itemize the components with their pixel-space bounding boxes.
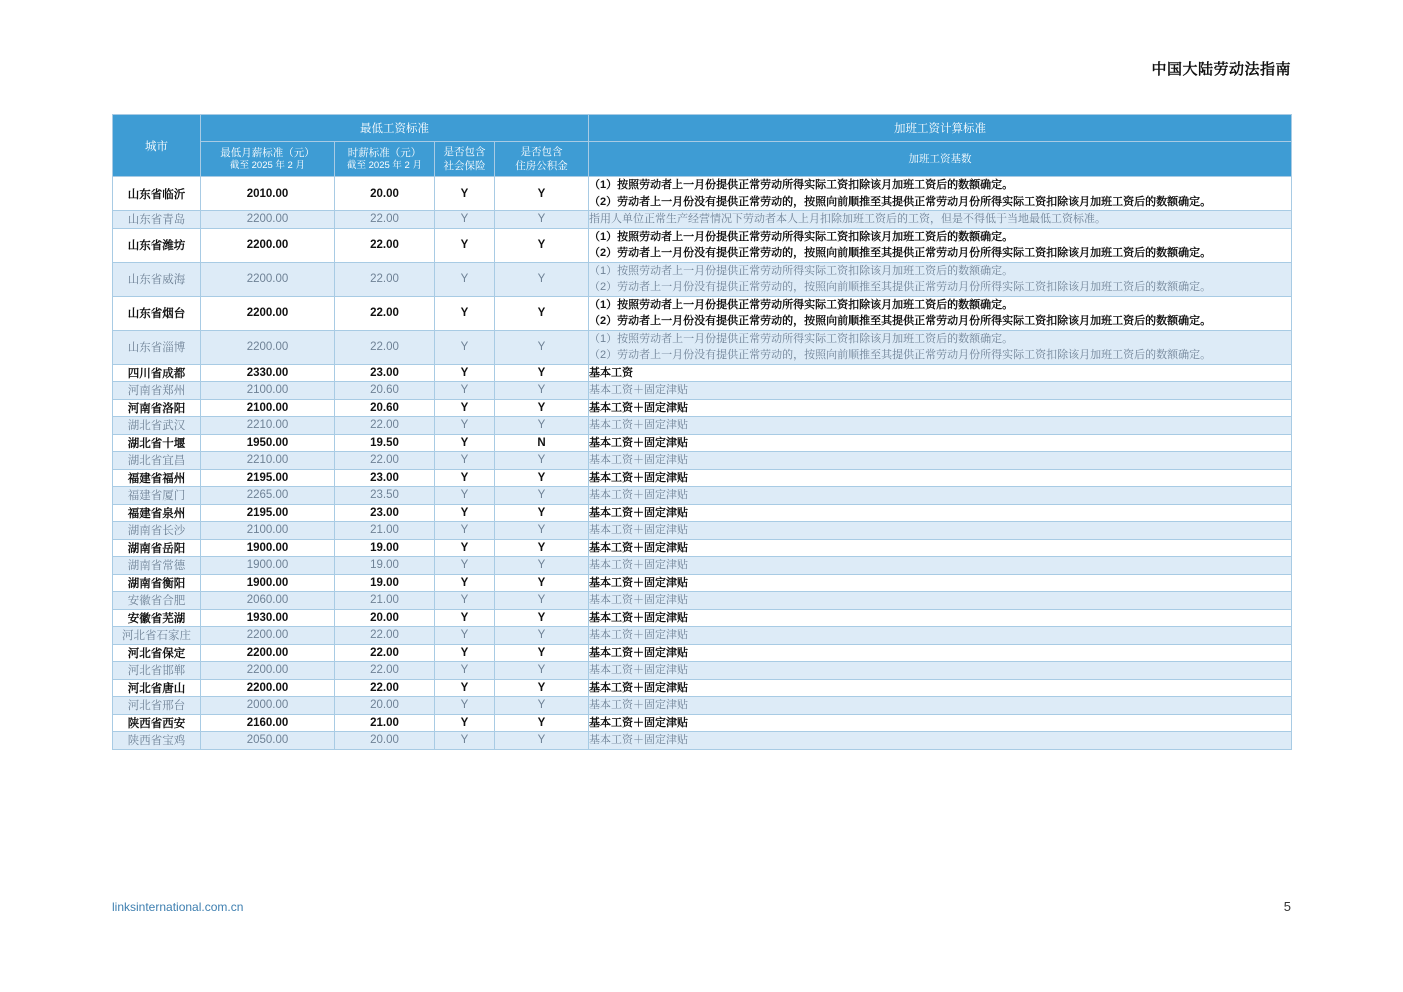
cell-overtime-base — [589, 609, 1292, 627]
cell-city: 福建省厦门 — [113, 487, 201, 505]
overtime-base-line: 基本工资＋固定津贴 — [589, 384, 688, 396]
overtime-base-line: 基本工资＋固定津贴 — [589, 524, 688, 536]
overtime-base-line: 基本工资＋固定津贴 — [589, 664, 688, 676]
cell-housing-fund: Y — [495, 679, 589, 697]
cell-overtime-base — [589, 417, 1292, 435]
table-header — [113, 115, 1292, 177]
column-header-overtime-base: 加班工资基数 — [589, 142, 1292, 177]
cell-city: 河北省唐山 — [113, 679, 201, 697]
cell-housing-fund: Y — [495, 177, 589, 211]
overtime-base-line: （2）劳动者上一月份没有提供正常劳动的，按照向前顺推至其提供正常劳动月份所得实际工资扣除该月加班工资后的数额确定。 — [589, 281, 1212, 293]
table-row — [113, 504, 1292, 522]
cell-hourly-wage: 21.00 — [335, 592, 435, 610]
cell-monthly-wage: 2265.00 — [201, 487, 335, 505]
table-row — [113, 382, 1292, 400]
overtime-base-line: 基本工资＋固定津贴 — [589, 734, 688, 746]
column-header-housing-fund — [495, 142, 589, 177]
cell-overtime-base — [589, 364, 1292, 382]
cell-monthly-wage: 2195.00 — [201, 504, 335, 522]
cell-housing-fund: Y — [495, 262, 589, 296]
cell-social-insurance: Y — [435, 364, 495, 382]
cell-overtime-base — [589, 539, 1292, 557]
cell-social-insurance: Y — [435, 177, 495, 211]
cell-city: 陕西省宝鸡 — [113, 732, 201, 750]
overtime-base-line: 基本工资＋固定津贴 — [589, 541, 688, 554]
overtime-base-line: 基本工资＋固定津贴 — [589, 646, 688, 659]
table-header-sub-row — [113, 142, 1292, 177]
cell-social-insurance: Y — [435, 452, 495, 470]
cell-social-insurance: Y — [435, 504, 495, 522]
page-header-title: 中国大陆劳动法指南 — [1151, 61, 1291, 78]
column-header-monthly-wage-main: 最低月薪标准（元） — [220, 146, 315, 159]
cell-hourly-wage: 22.00 — [335, 644, 435, 662]
cell-monthly-wage: 1900.00 — [201, 539, 335, 557]
cell-social-insurance: Y — [435, 679, 495, 697]
cell-overtime-base — [589, 627, 1292, 645]
overtime-base-line: 基本工资＋固定津贴 — [589, 454, 688, 466]
cell-social-insurance: Y — [435, 522, 495, 540]
cell-housing-fund: Y — [495, 382, 589, 400]
cell-monthly-wage: 2100.00 — [201, 399, 335, 417]
cell-overtime-base — [589, 714, 1292, 732]
cell-city: 福建省泉州 — [113, 504, 201, 522]
cell-city: 河北省保定 — [113, 644, 201, 662]
cell-city: 山东省威海 — [113, 262, 201, 296]
cell-monthly-wage: 2200.00 — [201, 662, 335, 680]
cell-social-insurance: Y — [435, 211, 495, 229]
column-header-housing-fund-line1: 是否包含 — [520, 145, 563, 158]
wage-standards-table — [112, 114, 1292, 750]
cell-social-insurance: Y — [435, 557, 495, 575]
cell-social-insurance: Y — [435, 609, 495, 627]
table-row — [113, 697, 1292, 715]
cell-monthly-wage: 2195.00 — [201, 469, 335, 487]
cell-housing-fund: Y — [495, 228, 589, 262]
table-row — [113, 557, 1292, 575]
cell-city: 陕西省西安 — [113, 714, 201, 732]
overtime-base-line: 基本工资＋固定津贴 — [589, 611, 688, 624]
cell-housing-fund: Y — [495, 627, 589, 645]
table-row — [113, 434, 1292, 452]
overtime-base-line: 指用人单位正常生产经营情况下劳动者本人上月扣除加班工资后的工资，但是不得低于当地最低工资标准。 — [589, 213, 1106, 225]
cell-housing-fund: Y — [495, 330, 589, 364]
cell-hourly-wage: 19.00 — [335, 539, 435, 557]
cell-monthly-wage: 2060.00 — [201, 592, 335, 610]
cell-housing-fund: Y — [495, 714, 589, 732]
cell-monthly-wage: 2010.00 — [201, 177, 335, 211]
table-row — [113, 364, 1292, 382]
overtime-base-line: （1）按照劳动者上一月份提供正常劳动所得实际工资扣除该月加班工资后的数额确定。 — [589, 264, 1014, 277]
cell-city: 福建省福州 — [113, 469, 201, 487]
table-header-group-row — [113, 115, 1292, 142]
cell-overtime-base — [589, 574, 1292, 592]
cell-social-insurance: Y — [435, 697, 495, 715]
overtime-base-line: 基本工资＋固定津贴 — [589, 716, 688, 729]
cell-hourly-wage: 20.00 — [335, 177, 435, 211]
cell-monthly-wage: 2200.00 — [201, 228, 335, 262]
cell-overtime-base — [589, 211, 1292, 229]
cell-hourly-wage: 23.00 — [335, 504, 435, 522]
table-row — [113, 644, 1292, 662]
cell-monthly-wage: 2200.00 — [201, 330, 335, 364]
table-row — [113, 609, 1292, 627]
cell-city: 湖南省衡阳 — [113, 574, 201, 592]
cell-hourly-wage: 19.00 — [335, 557, 435, 575]
cell-monthly-wage: 2160.00 — [201, 714, 335, 732]
cell-social-insurance: Y — [435, 574, 495, 592]
overtime-base-line: 基本工资＋固定津贴 — [589, 681, 688, 694]
cell-housing-fund: Y — [495, 732, 589, 750]
table-row — [113, 574, 1292, 592]
cell-hourly-wage: 23.50 — [335, 487, 435, 505]
table-row — [113, 732, 1292, 750]
cell-housing-fund: Y — [495, 452, 589, 470]
overtime-base-line: 基本工资＋固定津贴 — [589, 436, 688, 449]
cell-hourly-wage: 20.00 — [335, 732, 435, 750]
cell-social-insurance: Y — [435, 382, 495, 400]
cell-city: 山东省淄博 — [113, 330, 201, 364]
cell-overtime-base — [589, 644, 1292, 662]
cell-overtime-base — [589, 487, 1292, 505]
cell-hourly-wage: 19.50 — [335, 434, 435, 452]
cell-housing-fund: Y — [495, 574, 589, 592]
cell-monthly-wage: 1950.00 — [201, 434, 335, 452]
overtime-base-line: 基本工资＋固定津贴 — [589, 699, 688, 711]
cell-city: 湖北省武汉 — [113, 417, 201, 435]
table-row — [113, 330, 1292, 364]
cell-social-insurance: Y — [435, 714, 495, 732]
cell-hourly-wage: 23.00 — [335, 469, 435, 487]
table-body — [113, 177, 1292, 750]
table-row — [113, 469, 1292, 487]
cell-hourly-wage: 22.00 — [335, 228, 435, 262]
overtime-base-line: 基本工资＋固定津贴 — [589, 419, 688, 431]
column-header-social-insurance-line1: 是否包含 — [443, 145, 486, 158]
cell-housing-fund: Y — [495, 504, 589, 522]
cell-hourly-wage: 20.00 — [335, 697, 435, 715]
column-group-header-min-wage: 最低工资标准 — [201, 115, 589, 142]
cell-overtime-base — [589, 504, 1292, 522]
cell-monthly-wage: 2210.00 — [201, 417, 335, 435]
cell-housing-fund: Y — [495, 662, 589, 680]
cell-overtime-base — [589, 469, 1292, 487]
overtime-base-line: （2）劳动者上一月份没有提供正常劳动的，按照向前顺推至其提供正常劳动月份所得实际工资扣除该月加班工资后的数额确定。 — [589, 247, 1212, 259]
cell-hourly-wage: 22.00 — [335, 662, 435, 680]
cell-monthly-wage: 2200.00 — [201, 296, 335, 330]
cell-city: 湖北省宜昌 — [113, 452, 201, 470]
cell-monthly-wage: 2200.00 — [201, 627, 335, 645]
overtime-base-line: 基本工资＋固定津贴 — [589, 576, 688, 589]
cell-social-insurance: Y — [435, 399, 495, 417]
cell-hourly-wage: 21.00 — [335, 522, 435, 540]
overtime-base-line: 基本工资 — [589, 366, 633, 379]
cell-monthly-wage: 2200.00 — [201, 679, 335, 697]
cell-city: 湖南省长沙 — [113, 522, 201, 540]
column-header-housing-fund-line2: 住房公积金 — [515, 160, 568, 172]
cell-overtime-base — [589, 732, 1292, 750]
cell-housing-fund: Y — [495, 399, 589, 417]
cell-monthly-wage: 2200.00 — [201, 262, 335, 296]
overtime-base-line: 基本工资＋固定津贴 — [589, 559, 688, 571]
table-row — [113, 627, 1292, 645]
table-row — [113, 592, 1292, 610]
cell-overtime-base — [589, 382, 1292, 400]
cell-housing-fund: Y — [495, 592, 589, 610]
table-row — [113, 417, 1292, 435]
cell-monthly-wage: 1900.00 — [201, 574, 335, 592]
cell-hourly-wage: 21.00 — [335, 714, 435, 732]
cell-social-insurance: Y — [435, 228, 495, 262]
table-row — [113, 262, 1292, 296]
cell-city: 河北省石家庄 — [113, 627, 201, 645]
footer-page-number: 5 — [1283, 899, 1291, 914]
cell-overtime-base — [589, 228, 1292, 262]
cell-housing-fund: Y — [495, 364, 589, 382]
cell-monthly-wage: 2050.00 — [201, 732, 335, 750]
cell-monthly-wage: 2200.00 — [201, 644, 335, 662]
cell-social-insurance: Y — [435, 487, 495, 505]
overtime-base-line: （2）劳动者上一月份没有提供正常劳动的，按照向前顺推至其提供正常劳动月份所得实际工资扣除该月加班工资后的数额确定。 — [589, 315, 1212, 327]
cell-monthly-wage: 1930.00 — [201, 609, 335, 627]
cell-social-insurance: Y — [435, 296, 495, 330]
cell-city: 湖南省岳阳 — [113, 539, 201, 557]
cell-hourly-wage: 20.00 — [335, 609, 435, 627]
cell-social-insurance: Y — [435, 262, 495, 296]
cell-hourly-wage: 22.00 — [335, 262, 435, 296]
cell-overtime-base — [589, 177, 1292, 211]
cell-overtime-base — [589, 662, 1292, 680]
table-row — [113, 539, 1292, 557]
cell-city: 山东省潍坊 — [113, 228, 201, 262]
cell-housing-fund: Y — [495, 211, 589, 229]
cell-social-insurance: Y — [435, 330, 495, 364]
cell-housing-fund: Y — [495, 469, 589, 487]
cell-monthly-wage: 2100.00 — [201, 522, 335, 540]
table-row — [113, 296, 1292, 330]
cell-overtime-base — [589, 296, 1292, 330]
cell-housing-fund: Y — [495, 487, 589, 505]
overtime-base-line: 基本工资＋固定津贴 — [589, 594, 688, 606]
cell-overtime-base — [589, 592, 1292, 610]
cell-hourly-wage: 22.00 — [335, 679, 435, 697]
cell-housing-fund: N — [495, 434, 589, 452]
cell-hourly-wage: 23.00 — [335, 364, 435, 382]
cell-housing-fund: Y — [495, 417, 589, 435]
overtime-base-line: 基本工资＋固定津贴 — [589, 471, 688, 484]
cell-city: 山东省临沂 — [113, 177, 201, 211]
cell-social-insurance: Y — [435, 539, 495, 557]
cell-housing-fund: Y — [495, 644, 589, 662]
cell-city: 四川省成都 — [113, 364, 201, 382]
cell-hourly-wage: 22.00 — [335, 627, 435, 645]
cell-social-insurance: Y — [435, 592, 495, 610]
column-header-city: 城市 — [113, 115, 201, 177]
footer-website[interactable]: linksinternational.com.cn — [112, 900, 244, 914]
cell-city: 山东省烟台 — [113, 296, 201, 330]
overtime-base-line: （1）按照劳动者上一月份提供正常劳动所得实际工资扣除该月加班工资后的数额确定。 — [589, 298, 1014, 311]
table-row — [113, 228, 1292, 262]
column-header-social-insurance — [435, 142, 495, 177]
cell-city: 河南省洛阳 — [113, 399, 201, 417]
cell-social-insurance: Y — [435, 732, 495, 750]
cell-hourly-wage: 20.60 — [335, 399, 435, 417]
cell-housing-fund: Y — [495, 697, 589, 715]
table-row — [113, 679, 1292, 697]
cell-overtime-base — [589, 434, 1292, 452]
table-row — [113, 487, 1292, 505]
overtime-base-line: （1）按照劳动者上一月份提供正常劳动所得实际工资扣除该月加班工资后的数额确定。 — [589, 179, 1014, 191]
cell-housing-fund: Y — [495, 539, 589, 557]
cell-overtime-base — [589, 522, 1292, 540]
overtime-base-line: 基本工资＋固定津贴 — [589, 401, 688, 414]
cell-city: 湖北省十堰 — [113, 434, 201, 452]
cell-city: 安徽省芜湖 — [113, 609, 201, 627]
column-header-monthly-wage — [201, 142, 335, 177]
table-row — [113, 452, 1292, 470]
table-row — [113, 714, 1292, 732]
table-row — [113, 211, 1292, 229]
column-header-hourly-wage — [335, 142, 435, 177]
overtime-base-line: （2）劳动者上一月份没有提供正常劳动的，按照向前顺推至其提供正常劳动月份所得实际工资扣除该月加班工资后的数额确定。 — [589, 349, 1212, 361]
column-header-hourly-wage-main: 时薪标准（元） — [347, 146, 422, 159]
cell-hourly-wage: 20.60 — [335, 382, 435, 400]
column-header-hourly-wage-sub: 截至 2025 年 2 月 — [347, 159, 422, 171]
cell-housing-fund: Y — [495, 609, 589, 627]
cell-overtime-base — [589, 452, 1292, 470]
cell-hourly-wage: 22.00 — [335, 452, 435, 470]
cell-social-insurance: Y — [435, 469, 495, 487]
overtime-base-line: （1）按照劳动者上一月份提供正常劳动所得实际工资扣除该月加班工资后的数额确定。 — [589, 332, 1014, 345]
column-header-monthly-wage-sub: 截至 2025 年 2 月 — [230, 159, 305, 171]
cell-social-insurance: Y — [435, 644, 495, 662]
cell-social-insurance: Y — [435, 662, 495, 680]
cell-social-insurance: Y — [435, 434, 495, 452]
cell-monthly-wage: 2000.00 — [201, 697, 335, 715]
cell-overtime-base — [589, 557, 1292, 575]
cell-monthly-wage: 2330.00 — [201, 364, 335, 382]
cell-monthly-wage: 1900.00 — [201, 557, 335, 575]
cell-overtime-base — [589, 697, 1292, 715]
cell-city: 湖南省常德 — [113, 557, 201, 575]
cell-city: 河北省邢台 — [113, 697, 201, 715]
cell-city: 河北省邯郸 — [113, 662, 201, 680]
cell-city: 河南省郑州 — [113, 382, 201, 400]
column-group-header-overtime: 加班工资计算标准 — [589, 115, 1292, 142]
cell-housing-fund: Y — [495, 522, 589, 540]
table-row — [113, 177, 1292, 211]
cell-housing-fund: Y — [495, 557, 589, 575]
cell-overtime-base — [589, 399, 1292, 417]
cell-monthly-wage: 2200.00 — [201, 211, 335, 229]
cell-social-insurance: Y — [435, 417, 495, 435]
cell-hourly-wage: 22.00 — [335, 417, 435, 435]
overtime-base-line: （2）劳动者上一月份没有提供正常劳动的，按照向前顺推至其提供正常劳动月份所得实际工资扣除该月加班工资后的数额确定。 — [589, 195, 1212, 208]
cell-hourly-wage: 22.00 — [335, 330, 435, 364]
overtime-base-line: 基本工资＋固定津贴 — [589, 506, 688, 519]
overtime-base-line: 基本工资＋固定津贴 — [589, 489, 688, 501]
cell-hourly-wage: 22.00 — [335, 296, 435, 330]
overtime-base-line: （1）按照劳动者上一月份提供正常劳动所得实际工资扣除该月加班工资后的数额确定。 — [589, 230, 1014, 243]
cell-housing-fund: Y — [495, 296, 589, 330]
column-header-social-insurance-line2: 社会保险 — [443, 160, 486, 172]
cell-monthly-wage: 2100.00 — [201, 382, 335, 400]
table-row — [113, 522, 1292, 540]
overtime-base-line: 基本工资＋固定津贴 — [589, 629, 688, 641]
wage-standards-table-wrapper — [112, 114, 1291, 750]
cell-monthly-wage: 2210.00 — [201, 452, 335, 470]
cell-city: 山东省青岛 — [113, 211, 201, 229]
cell-overtime-base — [589, 262, 1292, 296]
cell-overtime-base — [589, 330, 1292, 364]
cell-hourly-wage: 22.00 — [335, 211, 435, 229]
cell-city: 安徽省合肥 — [113, 592, 201, 610]
table-row — [113, 662, 1292, 680]
cell-social-insurance: Y — [435, 627, 495, 645]
cell-overtime-base — [589, 679, 1292, 697]
cell-hourly-wage: 19.00 — [335, 574, 435, 592]
table-row — [113, 399, 1292, 417]
